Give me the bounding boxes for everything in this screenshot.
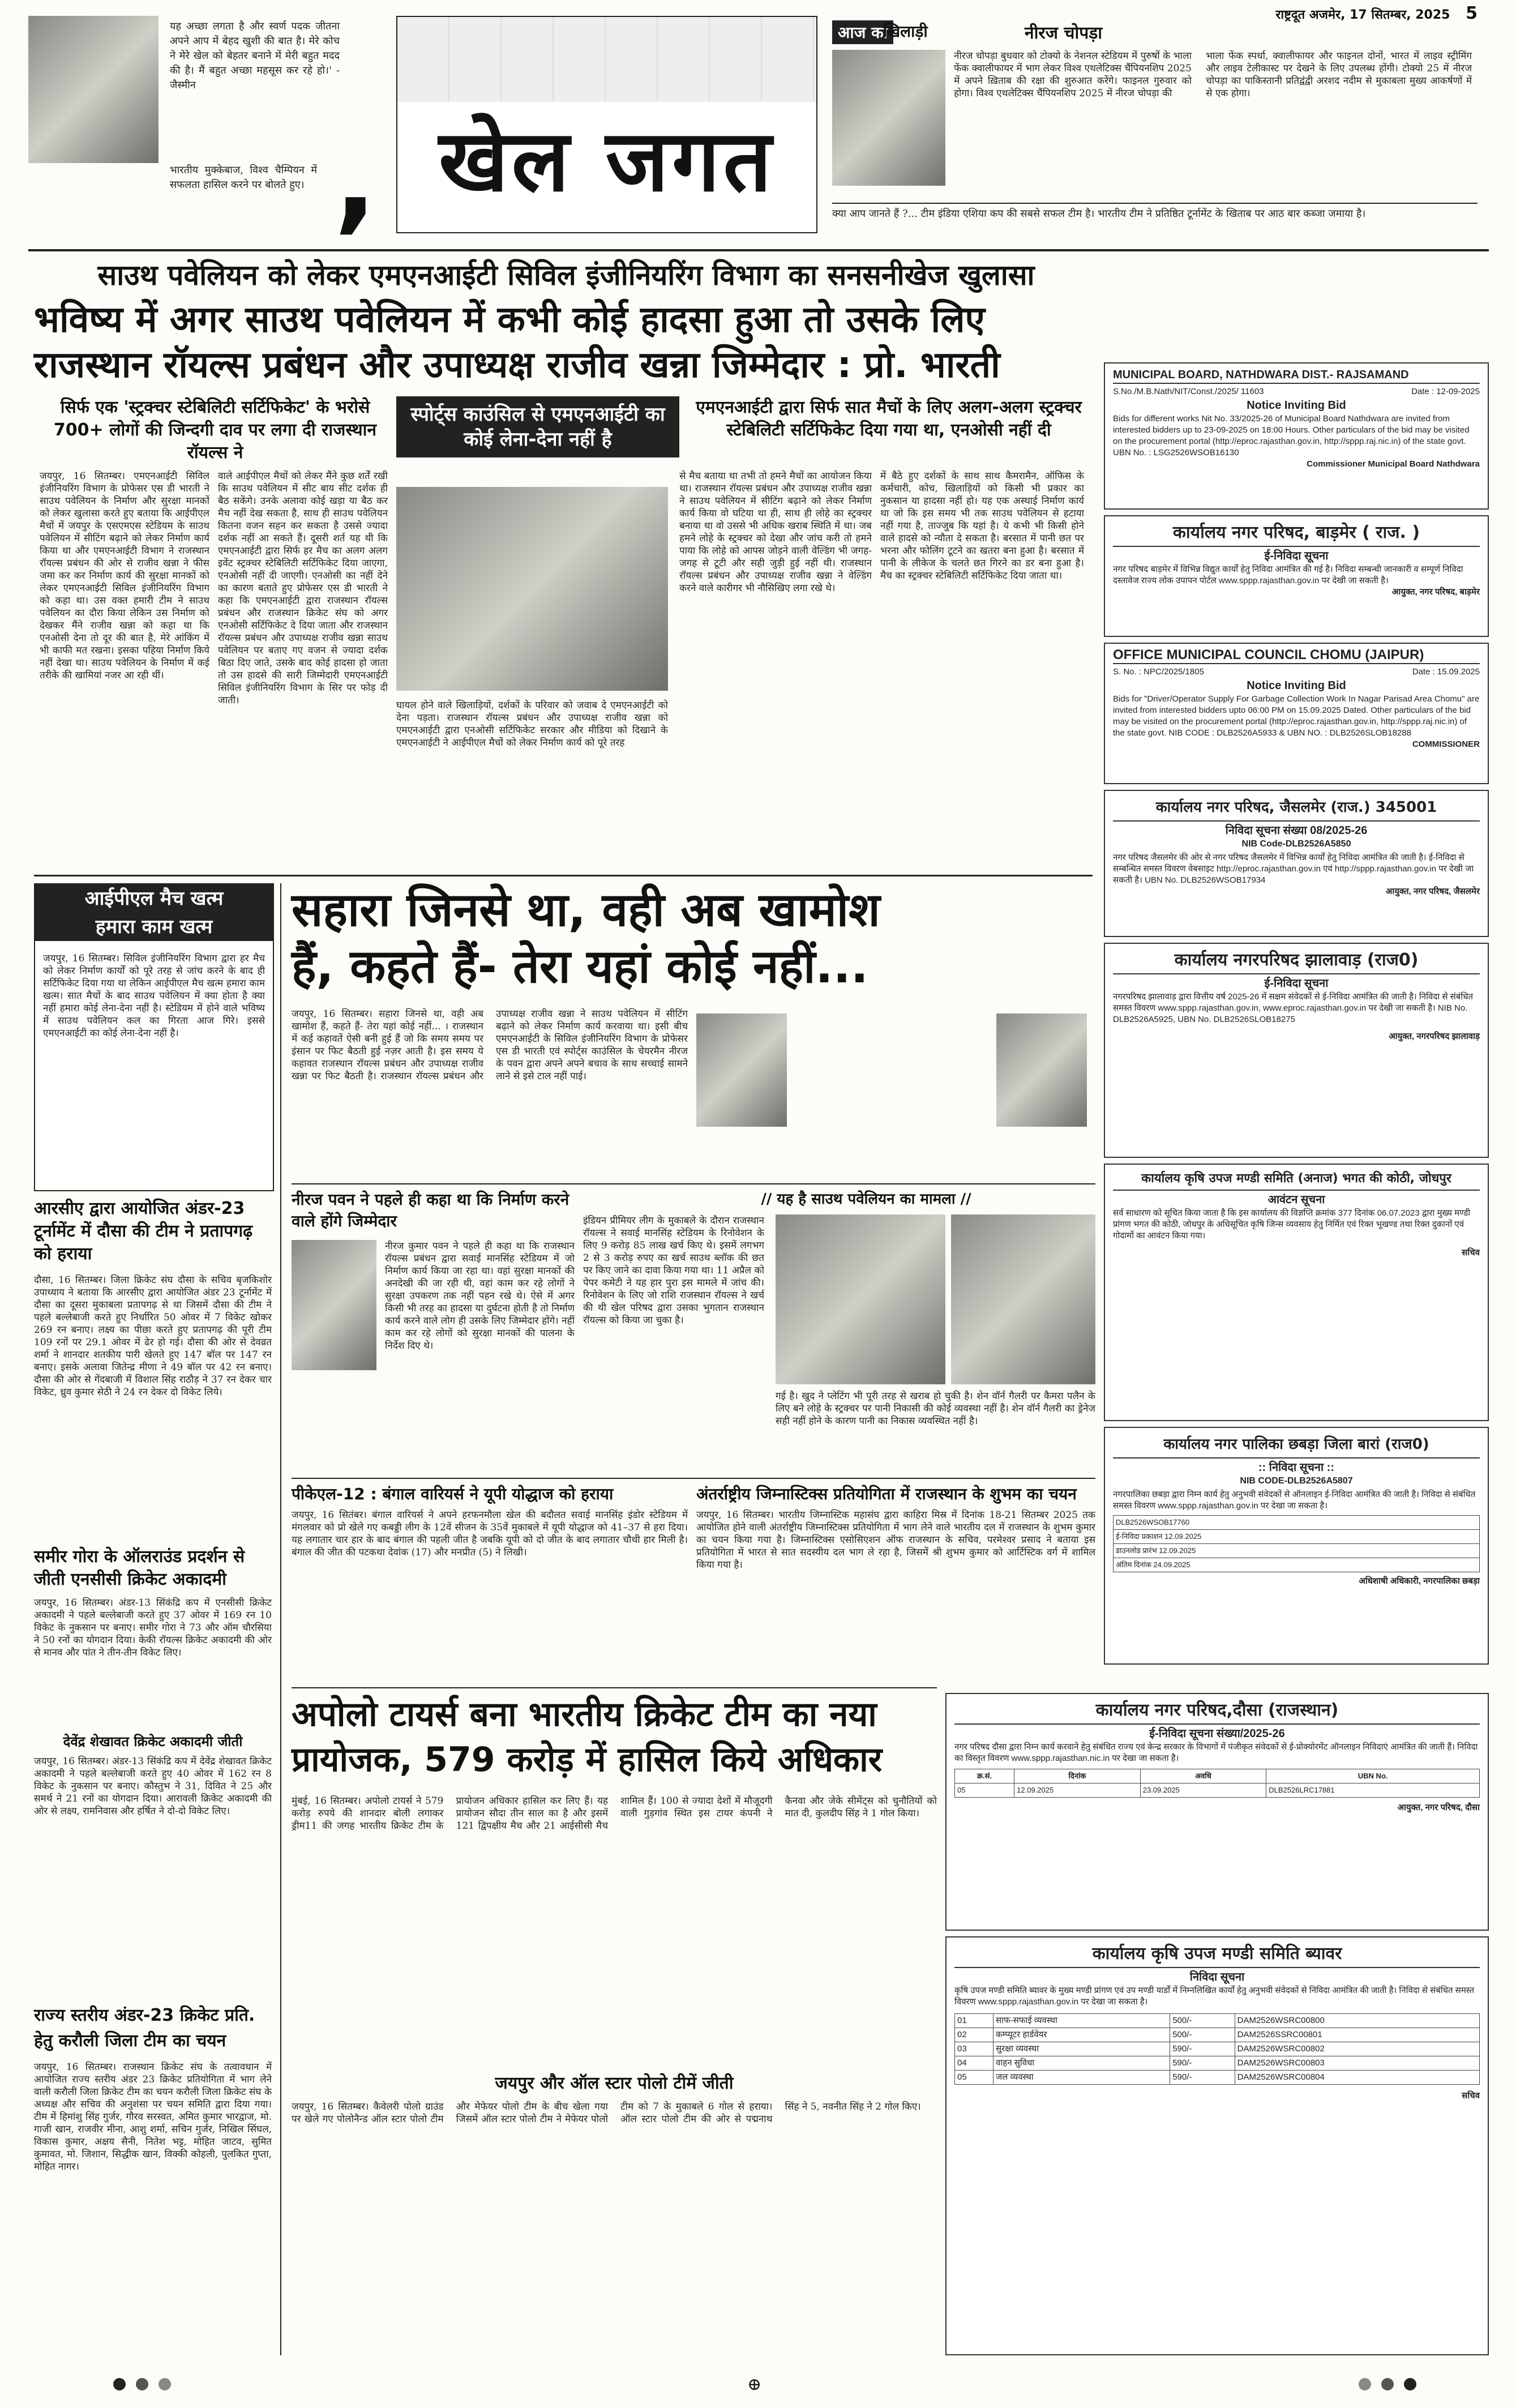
a1-text: दौसा, 16 सितम्बर। जिला क्रिकेट संघ दौसा के सचिव बृजकिशोर उपाध्याय ने बताया कि आरसीए द्वारा आयोजित अंडर 23 टूर्नामेंट में दौसा का दूसरा मुकाबला प्रतापगढ़ से था जिसमें दौसा की टीम ने पहले बल्लेबाजी करते हुए निर्धारित 50 ओवर में 7 विकेट खोकर 269 रन बनाए। लक्ष्य का पीछा करते हुए प्रतापगढ़ की पूरी टीम 109 रनों पर 29.1 ओवर में ढेर हो गई। दौसा की ओर से देवव्रत शर्मा ने शानदार शतकीय पारी खेलते हुए 147 बॉल पर 147 रन बनाए। इसके अलावा जितेन्द्र मीणा ने 49 बॉल पर 42 रन बनाए। दौसा की ओर से गेंदबाजी में विशाल सिंह राठौड़ ने 37 रन देकर चार विकेट, ध्रुव कुमार सेठी ने 24 रन देकर दो विकेट लिये।: [34, 1274, 272, 1398]
n1-sign: Commissioner Municipal Board Nathdwara: [1307, 459, 1480, 469]
apollo-text: [292, 1795, 937, 2055]
n9-cell: DAM2526WSRC00803: [1235, 2056, 1479, 2071]
did-you-know: क्या आप जानते हैं ?... टीम इंडिया एशिया कप की सबसे सफल टीम है। भारतीय टीम ने प्रतिष्ठित टूर्नामेंट के खिताब पर आठ बार कब्जा जमाया है।: [832, 203, 1478, 221]
notice-chomu: [1104, 643, 1489, 784]
pkl-title: पीकेएल-12 : बंगाल वारियर्स ने यूपी योद्धाज को हराया: [292, 1485, 614, 1503]
a2-text: जयपुर, 16 सितम्बर। अंडर-13 सिंकंद्रि कप में एनसीसी क्रिकेट अकादमी ने पहले बल्लेबाजी करते हुए 37 ओवर में 169 रन 10 विकेट के नुकसान पर बनाए। समीर गोरा ने 73 और ऑम चौरसिया ने 50 रनों का योगदान दिया। केकी रॉयल्स क्रिकेट अकादमी की ओर से मानव और पांत ने तीन-तीन विकेट लिए।: [34, 1597, 272, 1658]
n4-code: NIB Code-DLB2526A5850: [1241, 839, 1351, 849]
south-pavilion-caption: गई है। खुद ने प्लेटिंग भी पूरी तरह से खराब हो चुकी है। शेन वॉर्न गैलरी पर कैमरा पलैन के लिए बने लोहे के स्ट्रक्चर पर पानी निकासी की कोई व्यवस्था नहीं है। शेन वॉर्न गैलरी का ड्रेनेज सही नहीं होने के कारण पानी का निकास व्यवस्थित नहीं है।: [776, 1391, 1095, 1427]
apollo-headline-1: अपोलो टायर्स बना भारतीय क्रिकेट टीम का नया: [292, 1695, 877, 1734]
print-marks: [0, 2367, 1516, 2401]
neeraj-box-text: नीरज कुमार पवन ने पहले ही कहा था कि राजस्थान रॉयल्स प्रबंधन द्वारा सवाई मानसिंह स्टेडियम में जो निर्माण कार्य किया जा रहा था। वहां सुरक्षा मानकों की अनदेखी की जा रही थी, वहां काम कर रहे लोगों ने सुरक्षा उपकरण तक नहीं पहन रखे थे। ऐसे में अगर किसी भी तरह का हादसा या दुर्घटना होती है तो निर्माण कार्य करने वाले लोग ही उसके लिए जिम्मेदार होंगे। नहीं काम कर रहे लोगों को सुरक्षा मानकों की पालना के निर्देश दिए थे।: [385, 1241, 575, 1351]
masthead-title: खेल जगत: [439, 112, 775, 211]
table-row: [955, 2042, 1480, 2056]
a4-title: राज्य स्तरीय अंडर-23 क्रिकेट प्रति.: [34, 2005, 255, 2025]
n1-text: Bids for different works Nit No. 33/2025-26 of Municipal Board Nathdwara are invited from interested bidders up to 23-09-2025 on 18:00 Hours. Other particulars of the bid may be visited on the procurement portal (http://eproc.rajasthan.gov.in, http://sppp.raj.nic.in) of the state govt. UBN No. : LSG2526WSOB16130: [1113, 414, 1470, 457]
n9-cell: 500/-: [1170, 2028, 1235, 2042]
n5-text: नगरपरिषद झालावाड़ द्वारा वित्तीय वर्ष 2025-26 में सक्षम संवेदकों से ई-निविदा आमंत्रित की जाती है। निविदा से संबंधित समस्त विवरण www.sppp.rajasthan.gov.in, www.eproc.rajasthan.gov.in पर देखी जा सकती है। NIB No. DLB2526A5925, UBN No. DLB2526SLOB18275: [1113, 992, 1474, 1024]
n9-cell: DAM2526WSRC00800: [1235, 2014, 1479, 2028]
player-text-1: नीरज चोपड़ा बुधवार को टोक्यो के नेशनल स्टेडियम में पुरुषों के भाला फेंक क्वालीफायर में भाग लेकर विश्व एथलेटिक्स चैंपियनशिप 2025 में अपने ख़िताब की रक्षा की शुरुआत करेंगे। फाइनल गुरुवार को होगा। विश्व एथलेटिक्स चैंपियनशिप 2025 में नीरज चोपड़ा की: [954, 50, 1192, 99]
sahara-rule: [292, 1183, 1095, 1184]
n9-sub: निविदा सूचना: [1189, 1971, 1245, 1983]
n1-ref: S.No./M.B.Nath/NIT/Const./2025/ 11603: [1113, 387, 1264, 396]
lead-sub-left: सिर्फ एक 'स्ट्रक्चर स्टेबिलिटी सर्टिफिकेट' के भरोसे 700+ लोगों की जिन्दगी दाव पर लगा दी राजस्थान रॉयल्स ने: [53, 397, 377, 463]
masthead: [28, 3, 1489, 248]
player-name: नीरज चोपड़ा: [1025, 23, 1103, 43]
player-tag-right: खिलाड़ी: [883, 22, 928, 41]
n9-cell: 04: [955, 2056, 993, 2071]
neeraj-photo: [832, 50, 945, 186]
polo-title: जयपुर और ऑल स्टार पोलो टीमें जीती: [495, 2073, 734, 2093]
n2-sign: आयुक्त, नगर परिषद, बाड़मेर: [1391, 587, 1480, 597]
n8-cell: DLB2526LRC17881: [1266, 1783, 1480, 1798]
masthead-rule: [28, 249, 1489, 251]
lead-sub-center: स्पोर्ट्स काउंसिल से एमएनआईटी का कोई लेना-देना नहीं है: [396, 396, 679, 457]
n7-row: ई-निविदा प्रकाशन 12.09.2025: [1114, 1530, 1480, 1544]
n7-title: कार्यालय नगर पालिका छबड़ा जिला बारां (राज0): [1113, 1434, 1480, 1459]
table-row: [955, 2028, 1480, 2042]
n8-sign: आयुक्त, नगर परिषद, दौसा: [1397, 1803, 1480, 1812]
reg-dot: [159, 2378, 171, 2390]
lead-photo: [396, 487, 668, 691]
a4-sub: हेतु करौली जिला टीम का चयन: [34, 2031, 226, 2051]
n5-sign: आयुक्त, नगरपरिषद झालावाड़: [1389, 1032, 1480, 1041]
player-of-day: [832, 16, 1478, 197]
n1-title: MUNICIPAL BOARD, NATHDWARA DIST.- RAJSAMAND: [1113, 369, 1480, 384]
n1-date: Date : 12-09-2025: [1411, 387, 1480, 396]
lead-sub-right: एमएनआईटी द्वारा सिर्फ सात मैचों के लिए अलग-अलग स्ट्रक्चर स्टेबिलिटी सर्टिफिकेट दिया गया था, एनओसी नहीं दी: [696, 397, 1082, 440]
masthead-logo-box: [396, 16, 817, 233]
quote-caption: भारतीय मुक्केबाज, विश्व चैम्पियन में सफलता हासिल करने पर बोलते हुए।: [170, 164, 317, 191]
neeraj-box: [292, 1189, 575, 1472]
n6-text: सर्व साधारण को सूचित किया जाता है कि इस कार्यालय की विज्ञप्ति क्रमांक 377 दिनांक 06.07.2023 द्वारा मुख्य मण्डी प्रांगण भगत की कोठी, जोधपुर के अधिसूचित कृषि जिन्स व्यवसाय हेतु निर्मित एवं रिक्त भूखण्ड तथा रिक्त दुकानों एवं गोदामों का आवंटन किया गया।: [1113, 1208, 1471, 1241]
n7-table: [1113, 1515, 1480, 1572]
n7-row: डाउनलोड प्रारंभ 12.09.2025: [1114, 1544, 1480, 1558]
n3-date: Date : 15.09.2025: [1412, 667, 1480, 677]
boxer-photo: [28, 16, 159, 163]
reg-dot: [1381, 2378, 1394, 2390]
page-date: [1047, 3, 1478, 23]
apollo-text-body: मुंबई, 16 सितम्बर। अपोलो टायर्स ने 579 करोड़ रुपये की शानदार बोली लगाकर ड्रीम11 की जगह भारतीय क्रिकेट टीम के प्रायोजन अधिकार हासिल कर लिए हैं। यह प्रायोजन सौदा तीन साल का है और इसमें 121 द्विपक्षीय मैच और 21 आईसीसी मैच शामिल हैं। 100 से ज्यादा देशों में मौजूदगी वाली गुड़गांव स्थित इस टायर कंपनी ने कैनवा और जेके सीमेंट्स को चुनौतियों को मात दी, कुलदीप सिंह ने 1 गोल किया।: [292, 1795, 937, 1832]
apollo-headline-2: प्रायोजक, 579 करोड़ में हासिल किये अधिकार: [292, 1740, 883, 1780]
sahara-text-2: [793, 1008, 991, 1178]
n7-sub: :: निविदा सूचना ::: [1258, 1461, 1335, 1474]
quote-mark: ,: [334, 114, 377, 246]
lead-col-1: जयपुर, 16 सितम्बर। एमएनआईटी सिविल इंजीनियरिंग विभाग के प्रोफेसर एस डी भारती ने साउथ पवेलियन के निर्माण और सुरक्षा मानकों को लेकर खुलासा करते हुए बताया कि आईपीएल मैचों में जयपुर के एसएमएस स्टेडियम के साउथ पवेलियन में सीटिंग बढ़ाने को लेकर निर्माण कार्य किया था और एमएनआईटी विभाग ने राजस्थान रॉयल्स प्रबंधन की ओर से राजीव खन्ना ने फीस जमा कर कर निर्माण कार्य की सुरक्षा मानकों को लेकर एमएनआईटी सिविल इंजीनियरिंग विभाग को कहा था। उस वक्त हमारी टीम ने साउथ पवेलियन का दौरा किया लेकिन उस निर्माण को देखकर मैंने राजीव खन्ना को कहा था कि एनओसी देना तो दूर की बात है, मेरे आंकिंग में भी काफी मत रखना। इसका पहिया निर्माण किये नहीं देखा था। साउथ पवेलियन के निर्माण में कई तरीके की खामियां नजर आ रही थीं।: [40, 471, 209, 681]
crosshair-icon: ⊕: [747, 2375, 762, 2394]
n9-cell: सुरक्षा व्यवस्था: [993, 2042, 1170, 2056]
n5-sub: ई-निविदा सूचना: [1264, 977, 1329, 990]
lead-col-4: में बैठे हुए दर्शकों के साथ साथ कैमरामैन, ऑफिस के कर्मचारी, कोच, खिलाड़ियों को किसी भी प्रकार का नुकसान या हादसा नहीं हो। यह एक अस्थाई निर्माण कार्य था जो कि इस समय भी तक साउथ पवेलियन से हटाया नहीं गया है, ताज्जुब कि यहां है। ये कभी भी किसी होने वाले हादसे को न्यौता दे सकता है। बरसात में पानी छत पर भरना और फोलिंग टूटने का खतरा बना हुआ है। बरसात में पानी के लीकेज के चलते छत गिरने का डर बना हुआ है। मैच का स्ट्रक्चर स्टेबिलिटी सर्टिफिकेट दिया जाता था।: [880, 471, 1084, 581]
ipl-title-2: हमारा काम खत्म: [35, 913, 273, 941]
n4-sign: आयुक्त, नगर परिषद, जैसलमेर: [1385, 887, 1480, 896]
n4-text: नगर परिषद जैसलमेर की ओर से नगर परिषद जैसलमेर में विभिन्न कार्यों हेतु निविदा आमंत्रित की जाती है। ई-निविदा से सम्बन्धित समस्त विवरण वेबसाइट http://eproc.rajasthan.gov.in एवं http://sppp.rajasthan.gov.in पर देखी जा सकती है। UBN No. DLB2526WSOB17934: [1113, 853, 1474, 885]
n7-row: अंतिम दिनांक 24.09.2025: [1114, 1558, 1480, 1572]
n4-title: कार्यालय नगर परिषद, जैसलमेर (राज.) 345001: [1113, 797, 1480, 822]
n8-table: [954, 1769, 1480, 1798]
n6-sub: आवंटन सूचना: [1267, 1194, 1325, 1206]
south-pavilion-text: इंडियन प्रीमियर लीग के मुकाबले के दौरान राजस्थान रॉयल्स ने सवाई मानसिंह स्टेडियम के रिनोवेशन के लिए 9 करोड़ 85 लाख खर्च किए थे। इसमें लगभग 2 से 3 करोड़ रुपए का खर्च साउथ ब्लॉक की छत पर किए जाने का दावा किया गया था। 11 अप्रैल को पेपर कमेटी ने यह हार पुरा इस मामले में जांच की। रिनोवेशन के लिए जो राशि राजस्थान रॉयल्स ने खर्च की थी खेल परिषद द्वारा उसका भुगतान राजस्थान रॉयल्स को किया जा चुका है।: [583, 1215, 764, 1326]
a3-text: जयपुर, 16 सितम्बर। अंडर-13 सिंकंद्रि कप में देवेंद्र शेखावत क्रिकेट अकादमी ने पहले बल्लेबाजी करते हुए 40 ओवर में 162 रन 8 विकेट के नुकसान पर बनाए। कौस्तुभ ने 31, दिवित ने 25 और समर्थ ने 21 रनों का योगदान दिया। आरावली क्रिकेट अकादमी की ओर से लक्ष्य, रामनिवास और हर्षित ने दो-दो विकेट लिए।: [34, 1756, 272, 1817]
n6-title: कार्यालय कृषि उपज मण्डी समिति (अनाज) भगत की कोठी, जोधपुर: [1113, 1170, 1480, 1191]
sports-icons-strip: [397, 17, 816, 102]
n8-text: नगर परिषद दौसा द्वारा निम्न कार्य करवाने हेतु संबंधित राज्य एवं केन्द्र सरकार के विभागों में पंजीकृत संवेदकों से ई-प्रोक्योरमेंट ऑनलाइन निविदाएं आमंत्रित की जाती हैं। निविदा का विस्तृत विवरण www.sppp.rajasthan.nic.in पर देखा जा सकता है।: [954, 1742, 1478, 1763]
n9-cell: 02: [955, 2028, 993, 2042]
a2-title: समीर गोरा के ऑलराउंड प्रदर्शन से जीती एनसीसी क्रिकेट अकादमी: [34, 1547, 245, 1589]
n7-row: DLB2526WSOB17760: [1114, 1516, 1480, 1530]
n7-code: NIB CODE-DLB2526A5807: [1240, 1476, 1353, 1486]
n4-sub: निविदा सूचना संख्या 08/2025-26: [1225, 824, 1368, 837]
table-row: [955, 2014, 1480, 2028]
lead-headline-1: भविष्य में अगर साउथ पवेलियन में कभी कोई हादसा हुआ तो उसके लिए: [34, 299, 985, 341]
pavilion-photo-1: [776, 1214, 945, 1384]
pavilion-photo-2: [951, 1214, 1095, 1384]
ipl-title-1: आईपीएल मैच खत्म: [35, 884, 273, 913]
mid-rule: [292, 1478, 1095, 1479]
n6-sign: सचिव: [1462, 1248, 1480, 1258]
n3-sign: COMMISSIONER: [1412, 739, 1480, 749]
sahara-text-body: जयपुर, 16 सितम्बर। सहारा जिनसे था, वही अब खामोश हैं, कहते हैं- तेरा यहां कोई नहीं... । राजस्थान में कई कहावतें ऐसी बनी हुई हैं जो कि समय समय पर इंसान पर फिट बैठती हुई नज़र आती है। इस समय ये कहावत राजस्थान रॉयल्स प्रबंधन और उपाध्यक्ष राजीव खन्ना पर फिट बैठती है। राजस्थान रॉयल्स प्रबंधन और उपाध्यक्ष राजीव खन्ना ने साउथ पवेलियन में सीटिंग बढ़ाने को लेकर निर्माण कार्य करवाया था। इसी बीच एमएनआईटी के सिविल इंजीनियरिंग विभाग के प्रोफेसर एस डी भारती एवं स्पोर्ट्स काउंसिल के चेयरमैन नीरज के पवन द्वारा अपने अपने बचाव के साथ सच्चाई सामने लाने से इसे टाल नहीं पाई।: [292, 1008, 688, 1082]
n9-cell: साफ-सफाई व्यवस्था: [993, 2014, 1170, 2028]
sahara-photo-1: [696, 1013, 787, 1127]
n9-cell: 01: [955, 2014, 993, 2028]
lead-col-3: से मैच बताया था तभी तो हमने मैचों का आयोजन किया था। राजस्थान रॉयल्स प्रबंधन और उपाध्यक्ष राजीव खन्ना ने साउथ पवेलियन में सीटिंग बढ़ाने को लेकर निर्माण कार्य किया वो घटिया था ही, साथ ही लोहे का स्ट्रक्चर बनाया था वो उससे भी अधिक खराब स्थिति में था। जब हमने लोहे के स्ट्रक्चर को देखा और जांच करी तो हमने पाया कि लोहे को आपस जोड़ने वाली वेल्डिंग भी जगह- जगह से टूटी और सही जुड़ी हुई नहीं थी। राजस्थान रॉयल्स प्रबंधन और उपाध्यक्ष राजीव खन्ना ने वेल्डिंग करने वाले कारीगर भी नौसिखिए लगा रखे थे।: [679, 471, 872, 594]
reg-dot: [113, 2378, 126, 2390]
notice-jodhpur-mandi: [1104, 1164, 1489, 1421]
n8-title: कार्यालय नगर परिषद,दौसा (राजस्थान): [954, 1700, 1480, 1725]
gym-text: जयपुर, 16 सितम्बर। भारतीय जिम्नास्टिक महासंघ द्वारा काहिरा मिस्र में दिनांक 18-21 सितम्बर 2025 तक आयोजित होने वाली अंतर्राष्ट्रीय जिम्नास्टिक्स प्रतियोगिता में भाग लेने वाले भारतीय दल में राजस्थान के शुभम कुमार का चयन किया गया है। जिम्नास्टिक्स एसोसिएशन ऑफ राजस्थान के सचिव, परमेश्वर प्रसाद ने बताया इस प्रतियोगिता में भारत से सात सदस्यीय दल भाग ले रहा है, जिसमें श्री शुभम कुमार को आर्टिस्टिक वर्ग में शामिल किया गया है।: [696, 1509, 1095, 1571]
reg-dot: [136, 2378, 148, 2390]
n9-sign: सचिव: [1462, 2091, 1480, 2101]
n9-cell: DAM2526WSRC00802: [1235, 2042, 1479, 2056]
gym-title: अंतर्राष्ट्रीय जिम्नास्टिक्स प्रतियोगिता में राजस्थान के शुभम का चयन: [696, 1485, 1077, 1503]
player-tag-left: आज का: [832, 20, 893, 44]
n2-text: नगर परिषद बाड़मेर में विभिन्न विद्युत कार्यों हेतु निविदा आमंत्रित की गई है। निविदा सम्बन्धी जानकारी व सम्पूर्ण निविदा दस्तावेज राज्य लोक उपापन पोर्टल www.sppp.rajasthan.gov.in पर देखी जा सकती है।: [1113, 564, 1463, 585]
pkl-text: जयपुर, 16 सितंबर। बंगाल वारियर्स ने अपने हरफनमौला खेल की बदौलत सवाई मानसिंह इंडोर स्टेडियम में मंगलवार को प्रो खेले गए कबड्डी लीग के 12वें सीजन के 35वें मुकाबले में यूपी योद्धाज को 41–37 से हरा दिया। यह लगातार चार हार के बाद बंगाल की पहली जीत है जबकि यूपी को दो जीत के बाद लगातार चौथी हार मिली है। बंगाल की जीत की पटकथा देवांक (17) और मनप्रीत (5) ने लिखी।: [292, 1509, 688, 1558]
n8-header: दिनांक: [1014, 1769, 1141, 1783]
a4-text: जयपुर, 16 सितम्बर। राजस्थान क्रिकेट संघ के तत्वावधान में आयोजित राज्य स्तरीय अंडर 23 क्रिकेट प्रतियोगिता में भाग लेने वाली करौली जिला क्रिकेट टीम का चयन करौली जिला क्रिकेट संघ के अध्यक्ष और सचिव की अनुशंसा पर चयन समिति द्वारा दिया गया। टीम में हिमांशु सिंह गुर्जर, गौरव सरस्वत, अमित कुमार भारद्वाज, मो. गाजी खान, राजवीर मीना, आशु शर्मा, सचिन गुर्जर, निखिल सिंघल, विकास कुमार, अक्षय सैनी, नितेश भट्ट, मोहित जाटव, सुमित कुमावत, मो. जिशान, सिद्धीक खान, विक्की कोहली, पुलकित गुप्ता, मोहित नागर।: [34, 2061, 272, 2172]
n9-table: [954, 2013, 1480, 2085]
n9-text: कृषि उपज मण्डी समिति ब्यावर के मुख्य मण्डी प्रांगण एवं उप मण्डी यार्डों में निम्नलिखित कार्यों हेतु अनुभवी संवेदकों से निविदा आमंत्रित की जाती है। निविदा से संबंधित समस्त विवरण www.sppp.rajasthan.gov.in पर देखा जा सकता है।: [954, 1986, 1475, 2007]
n5-title: कार्यालय नगरपरिषद झालावाड़ (राज0): [1113, 949, 1480, 974]
n9-cell: वाहन सुविधा: [993, 2056, 1170, 2071]
n9-cell: 05: [955, 2071, 993, 2085]
n9-title: कार्यालय कृषि उपज मण्डी समिति ब्यावर: [954, 1943, 1480, 1968]
sahara-photo-2: [996, 1013, 1087, 1127]
n8-header: क्र.सं.: [955, 1769, 1014, 1783]
n3-title: OFFICE MUNICIPAL COUNCIL CHOMU (JAIPUR): [1113, 649, 1480, 664]
notice-nathdwara: [1104, 362, 1489, 510]
n8-header: अवधि: [1140, 1769, 1266, 1783]
notice-chhabra: [1104, 1427, 1489, 1665]
notice-beawar-mandi: [945, 1936, 1489, 2355]
n9-cell: 590/-: [1170, 2042, 1235, 2056]
apollo-top-rule: [292, 1687, 937, 1688]
south-pavilion: [583, 1189, 1095, 1472]
notice-jhalawar: [1104, 943, 1489, 1158]
n9-cell: जल व्यवस्था: [993, 2071, 1170, 2085]
n8-sub: ई-निविदा सूचना संख्या/2025-26: [1149, 1727, 1285, 1740]
n2-sub: ई-निविदा सूचना: [1264, 550, 1329, 562]
lead-col-2: वाले आईपीएल मैचों को लेकर मैंने कुछ शर्तें रखी कि साउथ पवेलियन में सीट बाय सीट दर्शक ही बैठ सकेंगे। उनके अलावा कोई खड़ा या बैठ कर मैच नहीं देख सकता है, साथ ही साउथ पवेलियन कितना वजन सहन कर सकता है उससे ज्यादा दर्शक नहीं आ सकते हैं। दूसरी शर्त यह थी कि एमएनआईटी द्वारा सिर्फ हर मैच का अलग अलग इवेंट स्ट्रक्चर स्टेबिलिटी सर्टिफिकेट दिया जाएगा, एनओसी नहीं दी जाएगी। एनओसी का नहीं देने का कारण बताते हुए प्रोफेसर एस डी भारती ने कहा कि एमएनआईटी द्वारा राजस्थान रॉयल्स प्रबंधन और राजस्थान क्रिकेट संघ को अगर एनओसी सर्टिफिकेट दे दिया जाता और राजस्थान रॉयल्स प्रबंधन और उपाध्यक्ष राजीव खन्ना साउथ पवेलियन पर बताए गए वजन से ज्यादा दर्शक बिठा दिए जाते, उसके बाद कोई हादसा हो जाता तो उस हादसे की सारी जिम्मेदारी एमएनआईटी सिविल इंजीनियरिंग विभाग के सिर पर फोड़ दी जाती।: [218, 471, 388, 706]
player-text-2: भाला फेंक स्पर्धा, क्वालीफायर और फाइनल दोनों, भारत में लाइव स्ट्रीमिंग और लाइव टेलीकास्ट पर देखने के लिए उपलब्ध होंगी। टोक्यो 25 में नीरज चोपड़ा का पाकिस्तानी प्रतिद्वंद्वी अरशद नदीम से मुकाबला मुख्य आकर्षणों में से एक होगा।: [1206, 50, 1472, 99]
n3-text: Bids for "Driver/Operator Supply For Garbage Collection Work In Nagar Parisad Area Chomu" are invited from interested bidders upto 06:00 PM on 15.09.2025 Dated. Other particulars of the bid may be visited on the procurement portal (http://eproc.rajasthan.gov.in, http://sppp.raj.nic.in) of the state govt. NIB CODE : DLB2526A5933 & UBN NO. : DLB2526SLOB18288: [1113, 694, 1480, 738]
n9-cell: DAM2526SSRC00801: [1235, 2028, 1479, 2042]
notice-dausa: [945, 1693, 1489, 1931]
n9-cell: 590/-: [1170, 2071, 1235, 2085]
n7-sign: अधिशाषी अधिकारी, नगरपालिका छबड़ा: [1359, 1576, 1480, 1586]
lead-headline-2: राजस्थान रॉयल्स प्रबंधन और उपाध्यक्ष राजीव खन्ना जिम्मेदार : प्रो. भारती: [34, 344, 1000, 386]
neeraj-pawan-photo: [292, 1240, 376, 1370]
polo-text-body: जयपुर, 16 सितम्बर। कैवेलरी पोलो ग्राउंड पर खेले गए पोलोनैन्ड ऑल स्टार पोलो टीम और मेफेयर पोलो टीम के बीच खेला गया जिसमें ऑल स्टार पोलो टीम ने मेफेयर पोलो टीम को 7 के मुकाबले 6 गोल से हराया। ऑल स्टार पोलो टीम की ओर से पद्मनाथ सिंह ने 5, नवनीत सिंह ने 2 गोल किए।: [292, 2101, 921, 2125]
table-row: [955, 2071, 1480, 2085]
date-text: राष्ट्रदूत अजमेर, 17 सितम्बर, 2025: [1275, 8, 1450, 22]
n9-cell: 500/-: [1170, 2014, 1235, 2028]
lead-photo-caption: घायल होने वाले खिलाड़ियों, दर्शकों के परिवार को जवाब दे एमएनआईटी को देना पड़ता। राजस्थान रॉयल्स प्रबंधन और उपाध्यक्ष राजीव खन्ना को एमएनआईटी द्वारा एनओसी सर्टिफिकेट सरकार और मीडिया को दिखाने के एमएनआईटी ने आईपीएल मैचों को लेकर निर्माण कार्य को पूरे तरह: [396, 700, 668, 749]
neeraj-box-title: नीरज पवन ने पहले ही कहा था कि निर्माण करने वाले होंगे जिम्मेदार: [292, 1190, 569, 1230]
n3-ref: S. No. : NPC/2025/1805: [1113, 667, 1204, 677]
n8-header: UBN No.: [1266, 1769, 1480, 1783]
sahara-text: [292, 1008, 688, 1178]
lead-kicker: साउथ पवेलियन को लेकर एमएनआईटी सिविल इंजीनियरिंग विभाग का सनसनीखेज खुलासा: [97, 259, 1035, 292]
table-row: [955, 2056, 1480, 2071]
n9-cell: कम्प्यूटर हार्डवेयर: [993, 2028, 1170, 2042]
ipl-box: [34, 883, 274, 1191]
quote-text: यह अच्छा लगता है और स्वर्ण पदक जीतना अपने आप में बेहद खुशी की बात है। मेरे कोच ने मेरे खेल को बेहतर बनाने में मेरी बहुत मदद की है। मैं बहुत अच्छा महसूस कर रहे हो।' - जैस्मीन: [170, 20, 340, 91]
a3-title: देवेंद्र शेखावत क्रिकेट अकादमी जीती: [63, 1734, 243, 1750]
n2-title: कार्यालय नगर परिषद, बाड़मेर ( राज. ): [1113, 522, 1480, 547]
n8-cell: 12.09.2025: [1014, 1783, 1141, 1798]
sahara-headline-1: सहारा जिनसे था, वही अब खामोश: [292, 883, 880, 937]
n9-cell: 590/-: [1170, 2056, 1235, 2071]
lead-bottom-rule: [34, 875, 1093, 876]
n7-text: नगरपालिका छबड़ा द्वारा निम्न कार्य हेतु अनुभवी संवेदकों से ऑनलाइन ई-निविदा आमंत्रित की जाती है। निविदा से संबंधित समस्त विवरण www.sppp.rajasthan.gov.in पर देखा जा सकता है।: [1113, 1490, 1476, 1511]
polo-text: [292, 2101, 937, 2350]
page-number: 5: [1466, 3, 1478, 23]
sahara-headline-2: हैं, कहते हैं- तेरा यहां कोई नहीं...: [292, 940, 868, 994]
notice-jaisalmer: [1104, 790, 1489, 937]
n8-cell: 05: [955, 1783, 1014, 1798]
left-col-divider: [280, 883, 281, 2355]
notice-barmer: [1104, 515, 1489, 637]
n9-cell: 03: [955, 2042, 993, 2056]
n3-sub: Notice Inviting Bid: [1247, 679, 1346, 692]
ipl-text: जयपुर, 16 सितम्बर। सिविल इंजीनियरिंग विभाग द्वारा हर मैच को लेकर निर्माण कार्यों को पूरे तरह से जांच करने के बाद ही सर्टिफिकेट दिया गया था लेकिन आईपीएल मैच खत्म हमारा काम खत्म। सात मैचों के बाद साउथ पवेलियन में क्या होता है क्या नहीं हमारा कोई लेना-देना नहीं है। स्टेडियम में होने वाले भविष्य में साउथ पवेलियन कल का गिरता आज गिरे। इससे एमएनआईटी का कोई लेना-देना नहीं है।: [43, 953, 265, 1039]
n9-cell: DAM2526WSRC00804: [1235, 2071, 1479, 2085]
reg-dot: [1404, 2378, 1416, 2390]
n1-sub: Notice Inviting Bid: [1247, 399, 1346, 412]
a1-title: आरसीए द्वारा आयोजित अंडर-23 टूर्नामेंट में दौसा की टीम ने प्रतापगढ़ को हराया: [34, 1199, 253, 1264]
n8-cell: 23.09.2025: [1140, 1783, 1266, 1798]
reg-dot: [1359, 2378, 1371, 2390]
south-pavilion-title: // यह है साउथ पवेलियन का मामला //: [761, 1191, 971, 1208]
